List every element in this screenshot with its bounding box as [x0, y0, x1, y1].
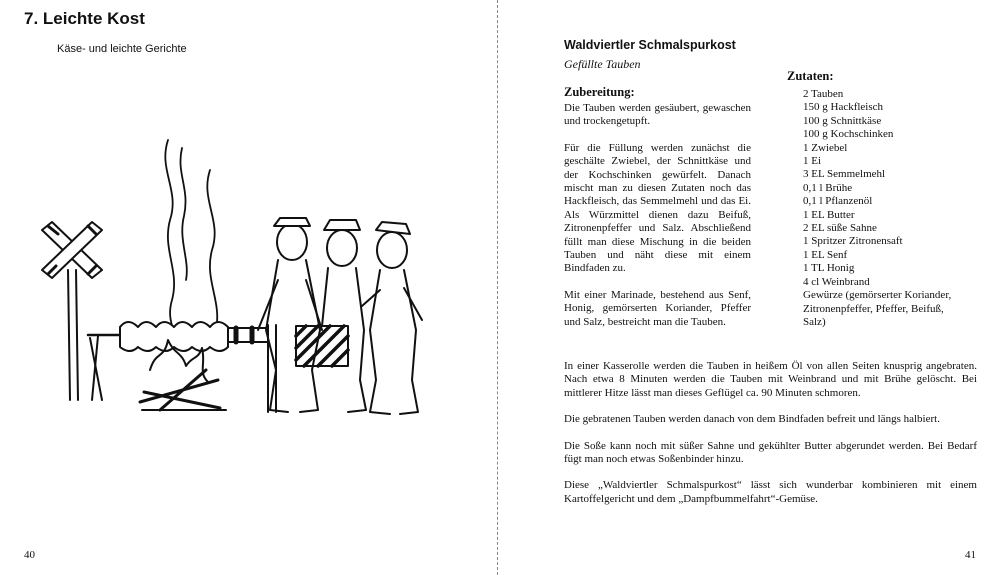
ingredient-item: Salz)	[803, 315, 826, 328]
ingredients-heading: Zutaten:	[787, 69, 834, 83]
railway-men-icon	[258, 218, 422, 414]
barrier-icon	[268, 325, 348, 412]
ingredient-item: 1 EL Senf	[803, 248, 848, 261]
preparation-paragraph: In einer Kasserolle werden die Tauben in heißem Öl von allen Seiten knusprig angebraten. Nach etwa 8 Minuten werden die Tauben mit Weinbrand und mit Brühe gelöscht. Bei mittlerer Hitze lässt man dieses Geflügel ca. 90 Minuten schmoren.	[564, 360, 977, 399]
ingredient-item: 1 Zwiebel	[803, 141, 848, 154]
ingredient-item: 2 Tauben	[803, 88, 844, 100]
left-page	[0, 0, 497, 575]
ingredient-item: 0,1 l Brühe	[803, 181, 853, 194]
ingredient-item: 1 TL Honig	[803, 262, 855, 275]
preparation-paragraph: Mit einer Marinade, bestehend aus Senf, Honig, gemörserten Koriander, Pfeffer und Salz, bestreicht man die Tauben.	[564, 288, 751, 328]
preparation-full-width	[564, 360, 977, 519]
ingredient-item: 2 EL süße Sahne	[803, 222, 877, 235]
skewer-icon	[88, 322, 268, 400]
right-page	[500, 0, 1000, 575]
preparation-heading: Zubereitung:	[564, 85, 635, 99]
ingredient-item: 4 cl Weinbrand	[803, 275, 870, 288]
ingredient-item: 100 g Kochschinken	[803, 128, 894, 141]
ingredient-item: 150 g Hackfleisch	[803, 101, 884, 114]
page-number-right: 41	[965, 549, 976, 561]
preparation-paragraph: Für die Füllung werden zunächst die geschälte Zwiebel, der Schnittkäse und der Kochschinken gewürfelt. Danach mischt man zu diesen Zutaten noch das Hackfleisch, das Semmelmehl und das Ei. Als Würzmittel dienen dazu Beifuß, Zitronenpfeffer und Salz. Abschließend füllt man diese Mischung in die beiden Tauben und näht diese mit einem Bindfaden zu.	[564, 141, 751, 275]
page-gutter	[497, 0, 498, 575]
ingredient-item: Zitronenpfeffer, Pfeffer, Beifuß,	[803, 302, 944, 315]
crossing-sign-icon	[42, 222, 102, 400]
preparation-paragraph: Die gebratenen Tauben werden danach von dem Bindfaden befreit und längs halbiert.	[564, 413, 940, 426]
ingredient-item: 0,1 l Pflanzenöl	[803, 195, 873, 208]
preparation-paragraph: Diese „Waldviertler Schmalspurkost“ lässt sich wunderbar kombinieren mit einem Kartoffelgericht und dem „Dampfbummelfahrt“-Gemüse.	[564, 479, 977, 505]
ingredient-item: 3 EL Semmelmehl	[803, 168, 886, 181]
ingredient-item: Gewürze (gemörserter Koriander,	[803, 289, 952, 302]
chapter-title: 7. Leichte Kost	[24, 9, 145, 28]
ingredient-item: 100 g Schnittkäse	[803, 114, 882, 127]
ingredients-list	[803, 88, 993, 329]
recipe-subtitle: Gefüllte Tauben	[564, 57, 641, 71]
ingredient-item: 1 Ei	[803, 155, 822, 168]
cartoon-illustration	[30, 130, 470, 430]
preparation-column	[564, 102, 751, 342]
ingredient-item: 1 Spritzer Zitronensaft	[803, 235, 903, 248]
ingredient-item: 1 EL Butter	[803, 208, 855, 221]
chapter-subtitle: Käse- und leichte Gerichte	[57, 43, 187, 55]
page-number-left: 40	[24, 549, 35, 561]
preparation-paragraph: Die Tauben werden gesäubert, gewaschen und trockengetupft.	[564, 102, 751, 128]
recipe-title: Waldviertler Schmalspurkost	[564, 38, 736, 52]
preparation-paragraph: Die Soße kann noch mit süßer Sahne und gekühlter Butter abgerundet werden. Bei Bedarf fügt man noch etwas Soßenbinder hinzu.	[564, 439, 977, 466]
steam-icon	[165, 140, 217, 340]
